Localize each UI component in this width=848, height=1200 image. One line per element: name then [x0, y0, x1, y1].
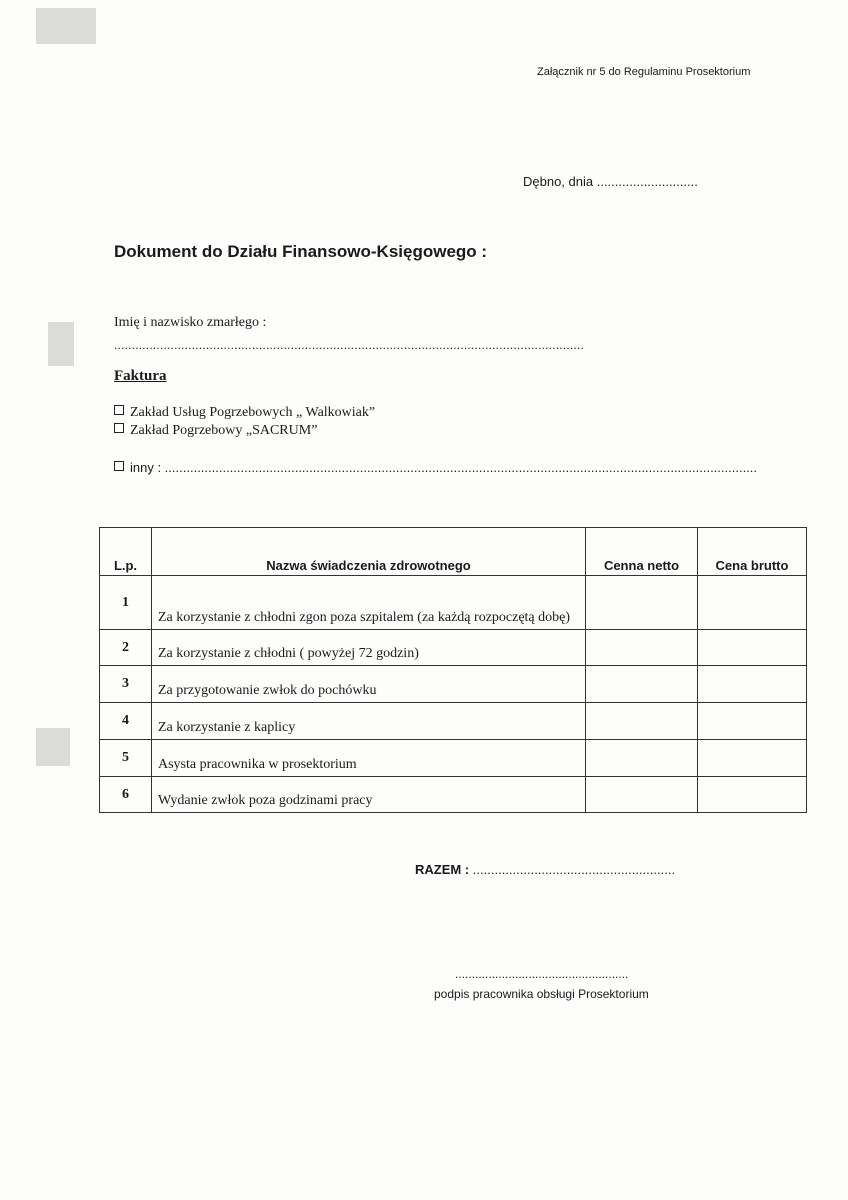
service-name: Asysta pracownika w prosektorium [152, 740, 586, 777]
table-header-row [100, 528, 807, 576]
service-name: Za korzystanie z kaplicy [152, 703, 586, 740]
row-number: 3 [100, 666, 152, 703]
header-service-name: Nazwa świadczenia zdrowotnego [152, 528, 586, 576]
signature-field[interactable]: .................................................... [455, 967, 629, 981]
row-number: 4 [100, 703, 152, 740]
net-price-cell[interactable] [586, 576, 698, 630]
table-row [100, 666, 807, 703]
net-price-cell[interactable] [586, 630, 698, 666]
checkbox-icon[interactable] [114, 423, 124, 433]
deceased-name-field[interactable]: ..................................................................................................................................... [114, 338, 585, 352]
option-label: Zakład Pogrzebowy „SACRUM” [130, 423, 318, 438]
gross-price-cell[interactable] [698, 666, 807, 703]
option-label: Zakład Usług Pogrzebowych „ Walkowiak” [130, 405, 376, 420]
row-number: 5 [100, 740, 152, 777]
row-number: 1 [100, 576, 152, 630]
service-name: Za korzystanie z chłodni zgon poza szpitalem (za każdą rozpoczętą dobę) [152, 576, 586, 630]
header-gross-price: Cena brutto [698, 528, 807, 576]
invoice-option-walkowiak[interactable] [114, 405, 375, 421]
table-row [100, 740, 807, 777]
net-price-cell[interactable] [586, 703, 698, 740]
total-field[interactable]: ........................................................ [472, 862, 676, 877]
annex-note: Załącznik nr 5 do Regulaminu Prosektorium [537, 66, 751, 78]
row-number: 6 [100, 777, 152, 813]
deceased-name-label: Imię i nazwisko zmarłego : [114, 315, 267, 330]
service-name: Wydanie zwłok poza godzinami pracy [152, 777, 586, 813]
invoice-option-other[interactable] [114, 460, 757, 475]
gross-price-cell[interactable] [698, 703, 807, 740]
row-number: 2 [100, 630, 152, 666]
scan-noise-low [36, 728, 70, 766]
net-price-cell[interactable] [586, 740, 698, 777]
scan-noise-mid [48, 322, 74, 366]
signature-caption: podpis pracownika obsługi Prosektorium [434, 987, 649, 1001]
gross-price-cell[interactable] [698, 630, 807, 666]
net-price-cell[interactable] [586, 666, 698, 703]
gross-price-cell[interactable] [698, 740, 807, 777]
checkbox-icon[interactable] [114, 405, 124, 415]
invoice-heading: Faktura [114, 368, 167, 384]
service-name: Za korzystanie z chłodni ( powyżej 72 godzin) [152, 630, 586, 666]
gross-price-cell[interactable] [698, 576, 807, 630]
option-label: inny : .................................................................................................................................................................... [130, 460, 758, 475]
services-table [99, 527, 807, 813]
invoice-option-sacrum[interactable] [114, 423, 317, 439]
total-label: RAZEM : [415, 862, 470, 877]
table-row [100, 576, 807, 630]
table-row [100, 630, 807, 666]
scan-noise-top [36, 8, 96, 44]
gross-price-cell[interactable] [698, 777, 807, 813]
service-name: Za przygotowanie zwłok do pochówku [152, 666, 586, 703]
place-date-line: Dębno, dnia ............................ [523, 174, 698, 189]
header-no: L.p. [100, 528, 152, 576]
table-row [100, 777, 807, 813]
header-net-price: Cenna netto [586, 528, 698, 576]
net-price-cell[interactable] [586, 777, 698, 813]
document-title: Dokument do Działu Finansowo-Księgowego : [114, 242, 488, 261]
table-row [100, 703, 807, 740]
total-line [415, 862, 675, 877]
checkbox-icon[interactable] [114, 461, 124, 471]
